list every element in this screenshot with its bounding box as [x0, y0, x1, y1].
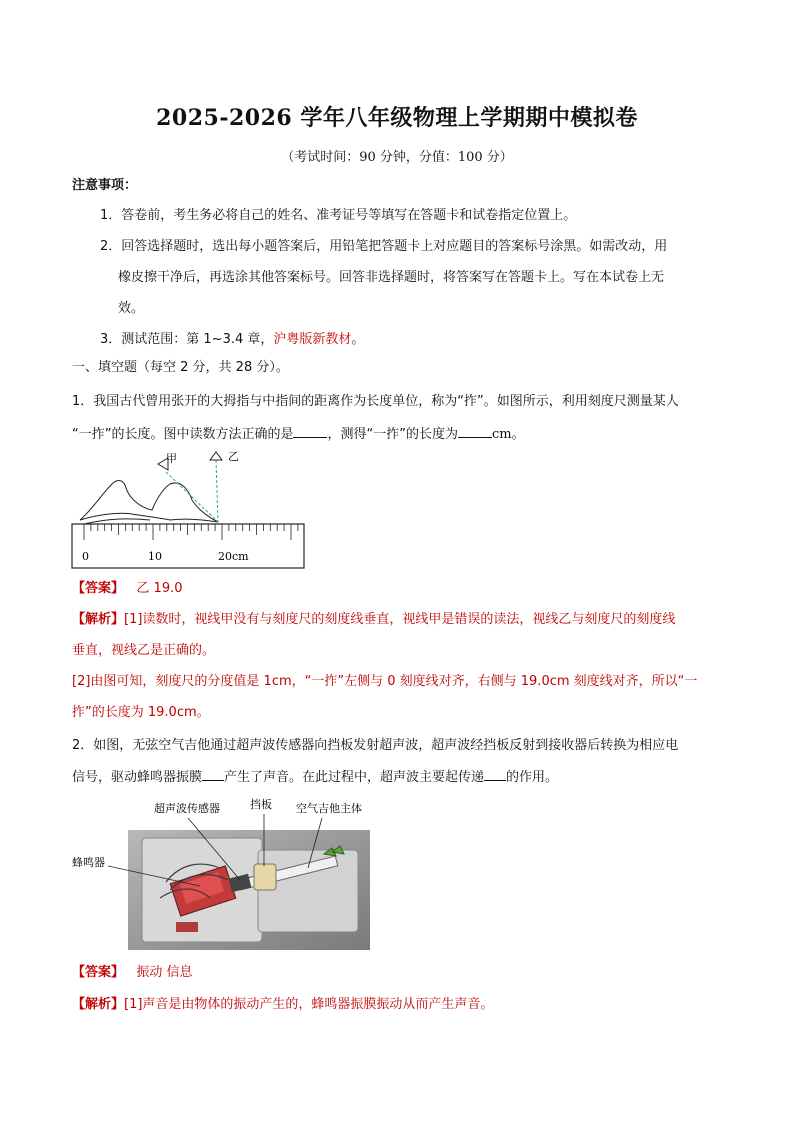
section-heading: 一、填空题（每空 2 分，共 28 分）。	[72, 360, 289, 375]
label-buzzer: 蜂鸣器	[72, 856, 105, 869]
sight-line-a	[166, 472, 218, 522]
notice-item-2: 2．回答选择题时，选出每小题答案后，用铅笔把答题卡上对应题目的答案标号涂黑。如需改动，用	[100, 239, 668, 254]
notice-item-1: 1．答卷前，考生务必将自己的姓名、准考证号等填写在答题卡和试卷指定位置上。	[100, 208, 577, 223]
q2-blank-2	[484, 767, 506, 781]
label-guitar-body: 空气吉他主体	[296, 802, 362, 815]
q1-ruler-figure	[70, 448, 306, 576]
q1-analysis-tag: 【解析】	[72, 612, 125, 627]
q1-text-d: 。	[511, 427, 525, 442]
notice-item-3	[100, 331, 364, 349]
ruler	[72, 524, 304, 568]
q2-text-line1: 2．如图，无弦空气吉他通过超声波传感器向挡板发射超声波，超声波经挡板反射到接收器后转换为相应电	[72, 738, 679, 753]
label-ultrasonic-sensor: 超声波传感器	[154, 802, 220, 815]
q1-answer	[72, 580, 183, 598]
page-subtitle: （考试时间：90 分钟，分值：100 分）	[281, 150, 513, 165]
q2-answer	[72, 964, 193, 982]
right-board	[258, 850, 358, 932]
label-a: 甲	[166, 452, 177, 465]
tick-label-20: 20cm	[218, 550, 249, 563]
q1-answer-tag: 【答案】	[72, 581, 125, 596]
notice-item-2-end: 效。	[118, 301, 145, 316]
q2-answer-tag: 【答案】	[72, 965, 125, 980]
q2-text-a: 信号，驱动蜂鸣器振膜	[72, 770, 203, 785]
q2-analysis-text1: [1]声音是由物体的振动产生的，蜂鸣器振膜振动从而产生声音。	[124, 997, 494, 1012]
notice-item-3-prefix: 3．测试范围：第 1~3.4 章，	[100, 332, 274, 347]
tick-label-10: 10	[148, 550, 162, 563]
sight-line-b	[216, 460, 218, 522]
q1-unit: cm	[491, 427, 512, 442]
q1-analysis-text1: [1]读数时，视线甲没有与刻度尺的刻度线垂直，视线甲是错误的读法，视线乙与刻度尺的刻度线	[124, 612, 676, 627]
q2-air-guitar-figure	[70, 794, 380, 954]
notice-item-3-scope: 沪粤版新教材	[273, 332, 352, 347]
label-baffle: 挡板	[250, 798, 272, 811]
q1-analysis-line2: 垂直，视线乙是正确的。	[72, 643, 216, 658]
notice-item-2-cont: 橡皮擦干净后，再选涂其他答案标号。回答非选择题时，将答案写在答题卡上。写在本试卷上无	[118, 270, 665, 285]
q1-analysis-line1	[72, 611, 675, 629]
q2-text-b: 产生了声音。在此过程中，超声波主要起传递	[224, 770, 485, 785]
q2-analysis-line1	[72, 996, 493, 1014]
tick-label-0: 0	[82, 550, 89, 563]
q1-answer-value: 乙 19.0	[136, 581, 183, 596]
q2-answer-value: 振动 信息	[136, 965, 193, 980]
q1-text-line1: 1．我国古代曾用张开的大拇指与中指间的距离作为长度单位，称为“拃”。如图所示，利用刻度尺测量某人	[72, 394, 679, 409]
q2-text-c: 的作用。	[506, 770, 559, 785]
q1-analysis-line4: 拃”的长度为 19.0cm。	[72, 705, 210, 720]
q2-blank-1	[202, 767, 224, 781]
q1-text-a: “一拃”的长度。图中读数方法正确的是	[72, 427, 294, 442]
q1-text-line2	[72, 424, 525, 444]
eye-b-icon	[210, 452, 222, 460]
page-title: 2025-2026 学年八年级物理上学期期中模拟卷	[156, 105, 638, 131]
baffle	[254, 864, 276, 890]
q1-blank-1	[293, 424, 327, 438]
q1-analysis-line3: [2]由图可知，刻度尺的分度值是 1cm，“一拃”左侧与 0 刻度线对齐，右侧与 19.0cm 刻度线对齐，所以“一	[72, 674, 698, 689]
q2-text-line2	[72, 767, 558, 787]
label-b: 乙	[228, 450, 239, 463]
q1-blank-2	[458, 424, 492, 438]
notice-heading: 注意事项：	[72, 178, 138, 193]
notice-item-3-suffix: 。	[351, 332, 365, 347]
q1-text-b: ，测得“一拃”的长度为	[327, 427, 458, 442]
q2-analysis-tag: 【解析】	[72, 997, 125, 1012]
